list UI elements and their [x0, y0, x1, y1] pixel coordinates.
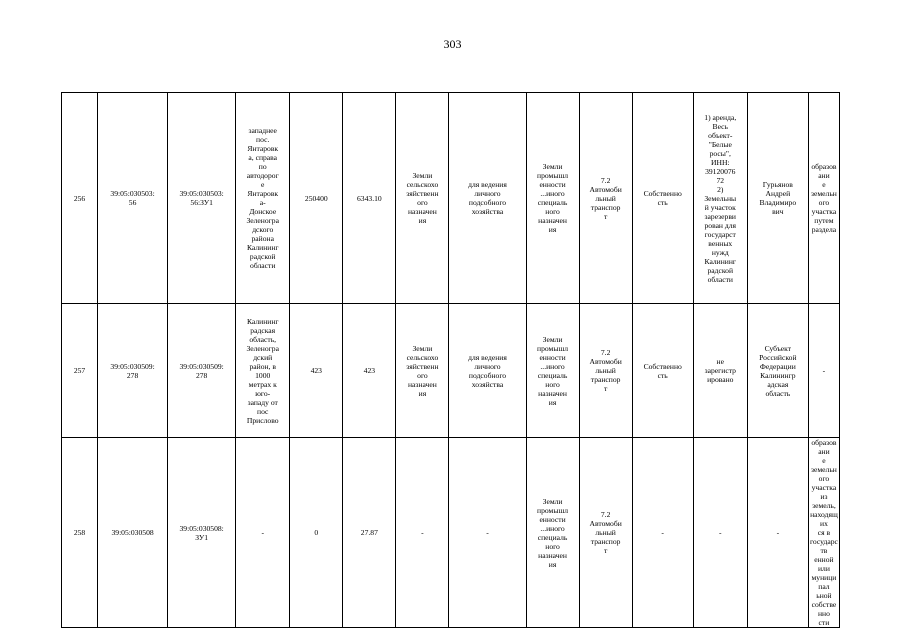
cell-category: Земли сельскохо зяйственн ого назначен ия [396, 93, 449, 304]
cell-cadastral-new: 39:05:030508: ЗУ1 [168, 438, 236, 628]
cell-number: 257 [62, 304, 98, 438]
cell-new-category: Земли промышл енности ...иного специаль ного назначен ия [526, 304, 579, 438]
cell-number: 258 [62, 438, 98, 628]
cell-new-use: 7.2 Автомоби льный транспор т [579, 93, 632, 304]
cell-encumbrance: 1) аренда, Весь объект- "Белые росы", ИНН: 39120076 72 2) Земельны й участок зарезерви рован для государст венных нужд Калининг радской области [693, 93, 747, 304]
cell-new-use: 7.2 Автомоби льный транспор т [579, 304, 632, 438]
cell-holder: - [747, 438, 808, 628]
cell-holder: Субъект Российской Федерации Калинингр адская область [747, 304, 808, 438]
table-row [62, 93, 840, 304]
cell-category: - [396, 438, 449, 628]
cell-category: Земли сельскохо зяйственн ого назначен ия [396, 304, 449, 438]
cell-encumbrance: - [693, 438, 747, 628]
cell-location: - [236, 438, 290, 628]
cell-area-part: 423 [343, 304, 396, 438]
table-row [62, 304, 840, 438]
cell-right-type: - [632, 438, 693, 628]
cell-permitted-use: - [449, 438, 526, 628]
cell-area-part: 27.87 [343, 438, 396, 628]
cell-permitted-use: для ведения личного подсобного хозяйства [449, 304, 526, 438]
cell-location: Калининг радская область, Зеленогра дский район, в 1000 метрах к юго- западу от пос Прислово [236, 304, 290, 438]
cell-right-type: Собственно сть [632, 93, 693, 304]
cell-area-total: 0 [290, 438, 343, 628]
cell-area-total: 423 [290, 304, 343, 438]
cell-note: образовани е земельного участка из земель, находящих ся в государств енной или муниципал ьной собственно сти [809, 438, 838, 627]
page-number: 303 [443, 37, 462, 51]
cell-location: западнее пос. Янтаровк а, справа по автодорог е Янтаровк а- Донское Зеленогра дского района Калининг радской области [236, 93, 290, 304]
cell-cadastral-new: 39:05:030509: 278 [168, 304, 236, 438]
cell-note: - [808, 304, 839, 438]
cell-cadastral-new: 39:05:030503: 56:ЗУ1 [168, 93, 236, 304]
cell-holder: Гурьянов Андрей Владимиро вич [747, 93, 808, 304]
cell-cadastral-parent: 39:05:030508 [98, 438, 168, 628]
cell-right-type: Собственно сть [632, 304, 693, 438]
cell-permitted-use: для ведения личного подсобного хозяйства [449, 93, 526, 304]
land-plots-table [61, 92, 840, 628]
cell-new-use: 7.2 Автомоби льный транспор т [579, 438, 632, 628]
table-row [62, 438, 840, 628]
cell-new-category: Земли промышл енности ...иного специаль ного назначен ия [526, 93, 579, 304]
cell-note: образовани е земельного участка путем раздела [808, 93, 839, 304]
cell-area-part: 6343.10 [343, 93, 396, 304]
cell-number: 256 [62, 93, 98, 304]
cell-area-total: 250400 [290, 93, 343, 304]
cell-cadastral-parent: 39:05:030509: 278 [98, 304, 168, 438]
cell-encumbrance: не зарегистр ировано [693, 304, 747, 438]
cell-new-category: Земли промышл енности ...иного специаль ного назначен ия [526, 438, 579, 628]
cell-cadastral-parent: 39:05:030503: 56 [98, 93, 168, 304]
